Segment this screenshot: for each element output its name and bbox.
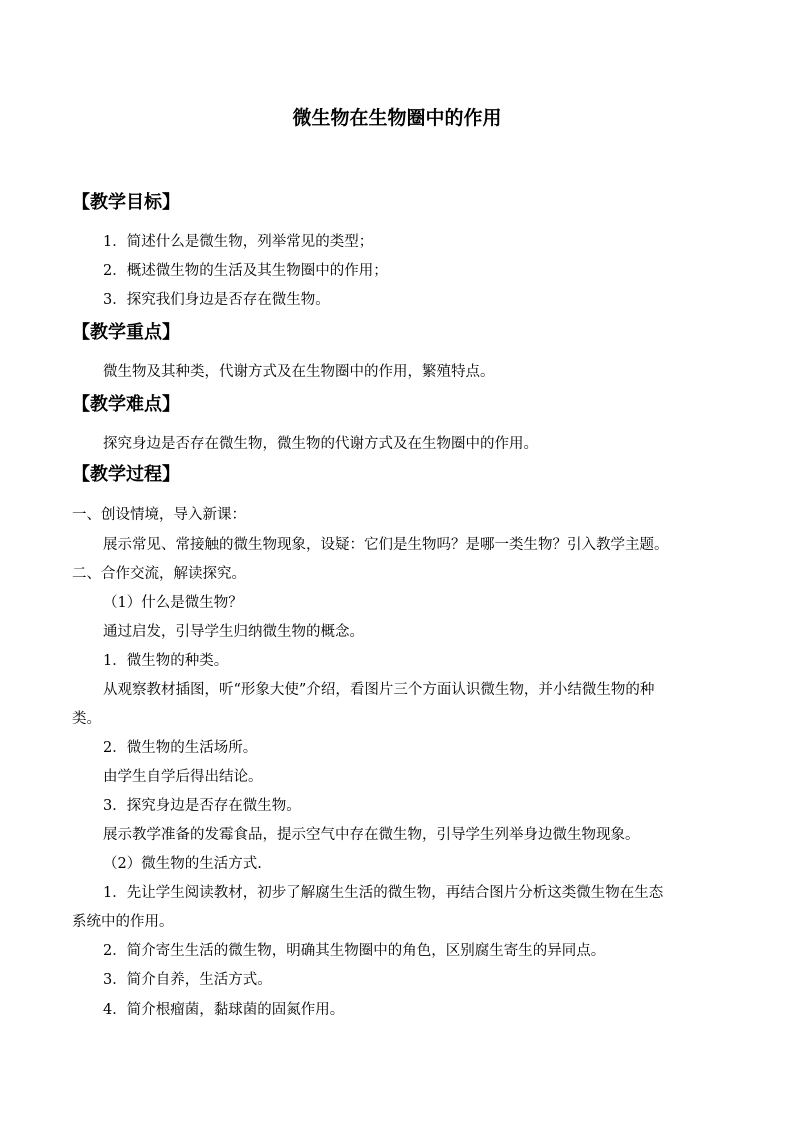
goal-item-3: 3．探究我们身边是否存在微生物。 [103, 292, 330, 308]
page-title: 微生物在生物圈中的作用 [292, 107, 502, 129]
process-line-6: 1．微生物的种类。 [103, 653, 229, 669]
process-line-5: 通过启发，引导学生归纳微生物的概念。 [103, 624, 364, 640]
process-line-4: （1）什么是微生物？ [103, 595, 243, 611]
process-line-12: 展示教学准备的发霉食品，提示空气中存在微生物，引导学生列举身边微生物现象。 [103, 827, 640, 843]
process-line-15: 系统中的作用。 [72, 914, 174, 930]
heading-teaching-goals: 【教学目标】 [72, 192, 180, 213]
process-line-13: （2）微生物的生活方式. [103, 856, 262, 872]
heading-difficulties: 【教学难点】 [72, 394, 180, 415]
key-points-text: 微生物及其种类，代谢方式及在生物圈中的作用，繁殖特点。 [103, 364, 495, 380]
process-line-3: 二、合作交流，解读探究。 [72, 566, 246, 582]
process-line-9: 2．微生物的生活场所。 [103, 740, 258, 756]
process-line-16: 2．简介寄生生活的微生物，明确其生物圈中的角色，区别腐生寄生的异同点。 [103, 943, 606, 959]
goal-item-2: 2．概述微生物的生活及其生物圈中的作用； [103, 263, 388, 279]
process-line-7: 从观察教材插图，听“形象大使”介绍，看图片三个方面认识微生物，并小结微生物的种 [103, 682, 655, 698]
process-line-8: 类。 [72, 711, 101, 727]
heading-key-points: 【教学重点】 [72, 322, 180, 343]
process-line-2: 展示常见、常接触的微生物现象，设疑：它们是生物吗？是哪一类生物？引入教学主题。 [103, 537, 669, 553]
difficulties-text: 探究身边是否存在微生物，微生物的代谢方式及在生物圈中的作用。 [103, 436, 538, 452]
process-line-17: 3．简介自养，生活方式。 [103, 972, 272, 988]
process-line-11: 3．探究身边是否存在微生物。 [103, 798, 301, 814]
process-line-10: 由学生自学后得出结论。 [103, 769, 263, 785]
process-line-1: 一、创设情境，导入新课： [72, 507, 246, 523]
goal-item-1: 1．简述什么是微生物，列举常见的类型； [103, 234, 374, 250]
process-line-14: 1．先让学生阅读教材，初步了解腐生生活的微生物，再结合图片分析这类微生物在生态 [103, 885, 664, 901]
process-line-18: 4．简介根瘤菌，黏球菌的固氮作用。 [103, 1002, 345, 1018]
heading-teaching-process: 【教学过程】 [72, 464, 180, 485]
